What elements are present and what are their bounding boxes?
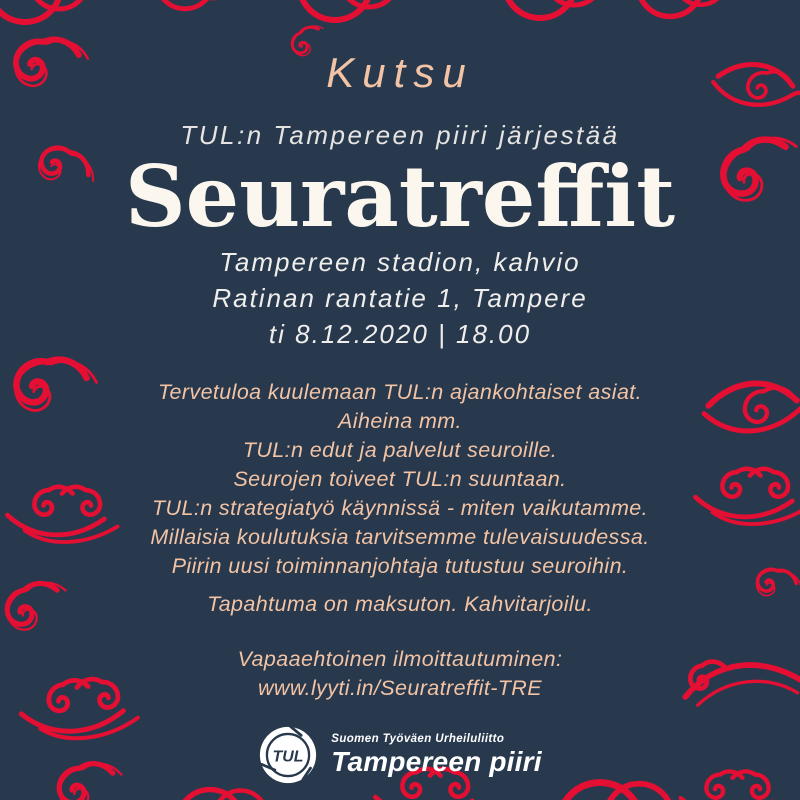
body-line: Tervetuloa kuulemaan TUL:n ajankohtaiset asiat. [157, 380, 643, 404]
logo-text [331, 733, 541, 778]
logo-org-name: Suomen Työväen Urheiluliitto [331, 732, 505, 745]
address-line: Ratinan rantatie 1, Tampere [212, 283, 588, 313]
kicker-kutsu: Kutsu [326, 49, 474, 96]
tul-logo-block [258, 725, 541, 785]
body-line: Millaisia koulutuksia tarvitsemme tulevaisuudessa. [150, 525, 650, 549]
body-line: TUL:n strategiatyö käynnissä - miten vaikutamme. [152, 496, 648, 520]
datetime-line: ti 8.12.2020 | 18.00 [268, 319, 532, 349]
signup-label: Vapaaehtoinen ilmoittautuminen: [237, 647, 563, 671]
tul-monogram: TUL [272, 748, 304, 766]
signup-url-link[interactable]: www.lyyti.in/Seuratreffit-TRE [257, 676, 542, 700]
body-line: TUL:n edut ja palvelut seuroille. [242, 438, 558, 462]
event-title: Seuratreffit [124, 147, 676, 246]
logo-district-name: Tampereen piiri [331, 745, 542, 777]
tul-logo-icon [258, 725, 318, 785]
pretitle: TUL:n Tampereen piiri järjestää [180, 120, 620, 150]
free-admission-line: Tapahtuma on maksuton. Kahvitarjoilu. [207, 592, 593, 616]
signup-block [238, 645, 563, 703]
body-line: Piirin uusi toiminnanjohtaja tutustuu seuroihin. [171, 554, 629, 578]
body-line: Aiheina mm. [338, 409, 462, 433]
body-line: Seurojen toiveet TUL:n suuntaan. [233, 467, 567, 491]
venue-line: Tampereen stadion, kahvio [219, 247, 581, 277]
body-text [150, 378, 649, 581]
